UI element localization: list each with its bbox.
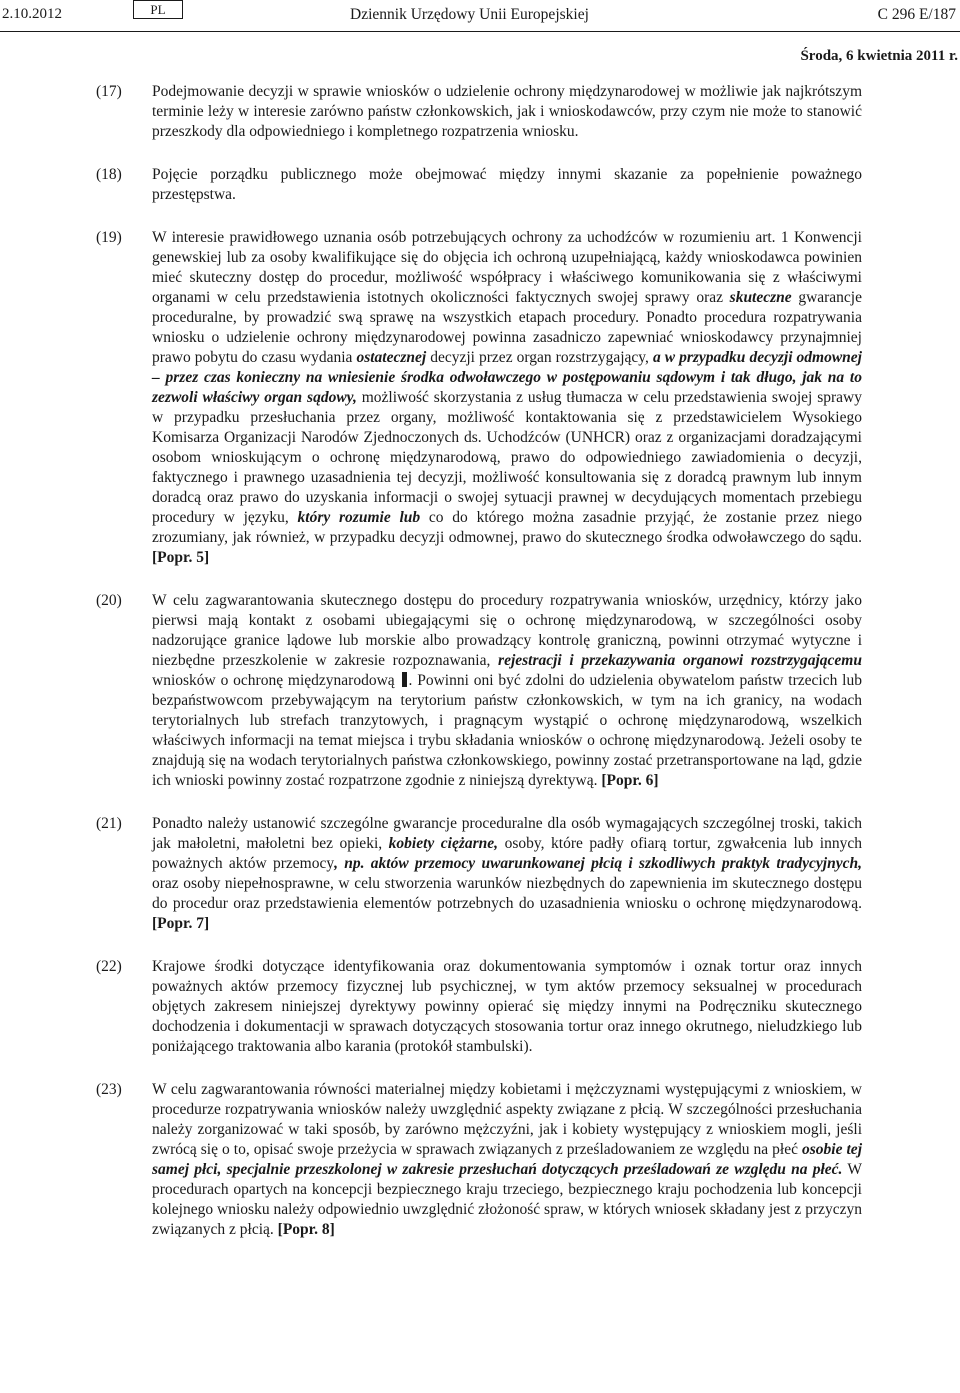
amendment-ref: [Popr. 5] <box>152 549 210 566</box>
recitals-list <box>96 82 862 1263</box>
recital-number: (19) <box>96 229 122 246</box>
sitting-date: Środa, 6 kwietnia 2011 r. <box>800 48 958 64</box>
amendment-ref: [Popr. 6] <box>601 772 659 789</box>
recital-item <box>96 957 862 1057</box>
amended-text: skuteczne <box>729 289 792 306</box>
amended-text: osobie tej samej płci, specjalnie przeszkolonej w zakresie przesłuchań dotyczących prześladowań ze względu na płeć. <box>152 1141 862 1178</box>
amended-text: , np. aktów przemocy uwarunkowanej płcią i szkodliwych praktyk tradycyjnych, <box>334 855 862 872</box>
recital-number: (17) <box>96 83 122 100</box>
recital-number: (21) <box>96 815 122 832</box>
recital-text: Pojęcie porządku publicznego może obejmować między innymi skazanie za popełnienie poważnego przestępstwa. <box>152 166 862 203</box>
publication-date: 2.10.2012 <box>2 6 62 22</box>
recital-number: (23) <box>96 1081 122 1098</box>
recital-item <box>96 228 862 568</box>
recital-item <box>96 814 862 934</box>
recital-text: W celu zagwarantowania równości materialnej między kobietami i mężczyznami występującymi z wnioskiem, w procedurze rozpatrywania wniosków należy uwzględnić aspekty związane z płcią. W szczególności przesłuchania należy zorganizować w taki sposób, by zarówno mężczyźni, jak i kobiety występujący z wnioskiem mogli, jeśli zwrócą się o to, opisać swoje przeżycia w sprawach związanych z prześladowaniem ze względu na płeć osobie tej samej płci, specjalnie przeszkolonej w zakresie przesłuchań dotyczących prześladowań ze względu na płeć. W procedurach opartych na koncepcji bezpiecznego kraju trzeciego, bezpiecznego kraju pochodzenia lub koncepcji kolejnego wniosku należy odpowiednio uwzględnić złożoność spraw, w których wniosek składany jest z przyczyn związanych z płcią. [Popr. 8] <box>152 1081 862 1238</box>
recital-text: Ponadto należy ustanowić szczególne gwarancje proceduralne dla osób wymagających szczególnej troski, takich jak małoletni, małoletni bez opieki, kobiety ciężarne, osoby, które padły ofiarą tortur, zgwałcenia lub innych poważnych aktów przemocy, np. aktów przemocy uwarunkowanej płcią i szkodliwych praktyk tradycyjnych, oraz osoby niepełnosprawne, w celu stworzenia warunków niezbędnych do zapewnienia im skutecznego dostępu do procedur oraz przedstawienia elementów potrzebnych do uzasadnienia wniosku o ochronę międzynarodową. [Popr. 7] <box>152 815 862 932</box>
recital-text: Krajowe środki dotyczące identyfikowania oraz dokumentowania symptomów i oznak tortur oraz innych poważnych aktów przemocy fizycznej lub psychicznej, w tym aktów przemocy seksualnej w procedurach objętych zakresem niniejszej dyrektywy powinny opierać się między innymi na Podręczniku skutecznego dochodzenia i dokumentacji w sprawach dotyczących stosowania tortur oraz innego okrutnego, nieludzkiego lub poniżającego traktowania albo karania (protokół stambulski). <box>152 958 862 1055</box>
journal-reference: C 296 E/187 <box>877 6 956 23</box>
recital-text: W celu zagwarantowania skutecznego dostępu do procedury rozpatrywania wniosków, urzędnicy, którzy jako pierwsi mają kontakt z osobami ubiegającymi się o ochronę międzynarodową, w szczególności osoby nadzorujące granice lądowe lub morskie albo prowadzący kontrolę graniczną, powinni otrzymać wytyczne i niezbędne przeszkolenie w zakresie rozpoznawania, rejestracji i przekazywania organowi rozstrzygającemu wniosków o ochronę międzynarodową . Powinni oni być zdolni do udzielenia obywatelom państw trzecich lub bezpaństwowcom przebywającym na terytorium państw członkowskich, w tym na ich granicy, na wodach terytorialnych lub strefach tranzytowych, i pragnącym wystąpić o ochronę międzynarodową, wszelkich właściwych informacji na temat miejsca i trybu składania wniosków o ochronę międzynarodową. Jeżeli osoby te znajdują się na wodach terytorialnych państwa członkowskiego, powinny zostać przetransportowane na ląd, gdzie ich wnioski powinny zostać rozpatrzone zgodnie z niniejszą dyrektywą. [Popr. 6] <box>152 592 862 789</box>
journal-title: Dziennik Urzędowy Unii Europejskiej <box>350 6 589 23</box>
recital-number: (18) <box>96 166 122 183</box>
deletion-marker <box>402 672 407 687</box>
recital-number: (20) <box>96 592 122 609</box>
recital-text: W interesie prawidłowego uznania osób potrzebujących ochrony za uchodźców w rozumieniu art. 1 Konwencji genewskiej lub za osoby kwalifikujące się do objęcia ich ochroną uzupełniającą, każdy wnioskodawca powinien mieć skuteczny dostęp do procedur, możliwość współpracy i właściwego komunikowania się z właściwymi organami w celu przedstawienia istotnych okoliczności faktycznych swojej sprawy oraz skuteczne gwarancje proceduralne, by prowadzić swą sprawę na wszystkich etapach procedury. Ponadto procedura rozpatrywania wniosku o udzielenie ochrony międzynarodowej powinna zasadniczo zapewniać wnioskodawcy przynajmniej prawo pobytu do czasu wydania ostatecznej decyzji przez organ rozstrzygający, a w przypadku decyzji odmownej – przez czas konieczny na wniesienie środka odwoławczego w postępowaniu sądowym i tak długo, jak na to zezwoli właściwy organ sądowy, możliwość skorzystania z usług tłumacza w celu przedstawienia swojej sprawy w przypadku przesłuchania przez organy, możliwość kontaktowania się z przedstawicielem Wysokiego Komisarza Organizacji Narodów Zjednoczonych ds. Uchodźców (UNHCR) oraz z organizacjami doradzającymi osobom wnioskującym o ochronę międzynarodową, prawo do odpowiedniego zawiadomienia o decyzji, faktycznego i prawnego uzasadnienia tej decyzji, możliwość konsultowania się z doradcą prawnym lub innym doradcą oraz prawo do uzyskania informacji o swojej sytuacji prawnej w decydujących momentach przebiegu procedury w języku, który rozumie lub co do którego można zasadnie przyjąć, że zostanie przez niego zrozumiany, jak również, w przypadku decyzji odmownej, prawo do skutecznego środka odwoławczego do sądu. [Popr. 5] <box>152 229 862 566</box>
amendment-ref: [Popr. 7] <box>152 915 210 932</box>
recital-text: Podejmowanie decyzji w sprawie wniosków o udzielenie ochrony międzynarodowej w możliwie jak najkrótszym terminie leży w interesie zarówno państw członkowskich, jak i wnioskodawców, przy czym nie może to stanowić przeszkody dla odpowiedniego i kompletnego rozpatrzenia wniosku. <box>152 83 862 140</box>
page-header <box>0 0 960 36</box>
recital-item <box>96 165 862 205</box>
recital-number: (22) <box>96 958 122 975</box>
amended-text: a w przypadku decyzji odmownej – przez czas konieczny na wniesienie środka odwoławczego w postępowaniu sądowym i tak długo, jak na to zezwoli właściwy organ sądowy, <box>152 349 862 406</box>
recital-item <box>96 82 862 142</box>
header-divider <box>0 31 960 32</box>
recital-item <box>96 591 862 791</box>
amended-text: który rozumie lub <box>297 509 421 526</box>
amended-text: rejestracji i przekazywania organowi rozstrzygającemu <box>498 652 862 669</box>
amended-text: kobiety ciężarne, <box>388 835 499 852</box>
amended-text: ostatecznej <box>356 349 427 366</box>
recital-item <box>96 1080 862 1240</box>
language-badge: PL <box>133 0 183 19</box>
amendment-ref: [Popr. 8] <box>277 1221 335 1238</box>
